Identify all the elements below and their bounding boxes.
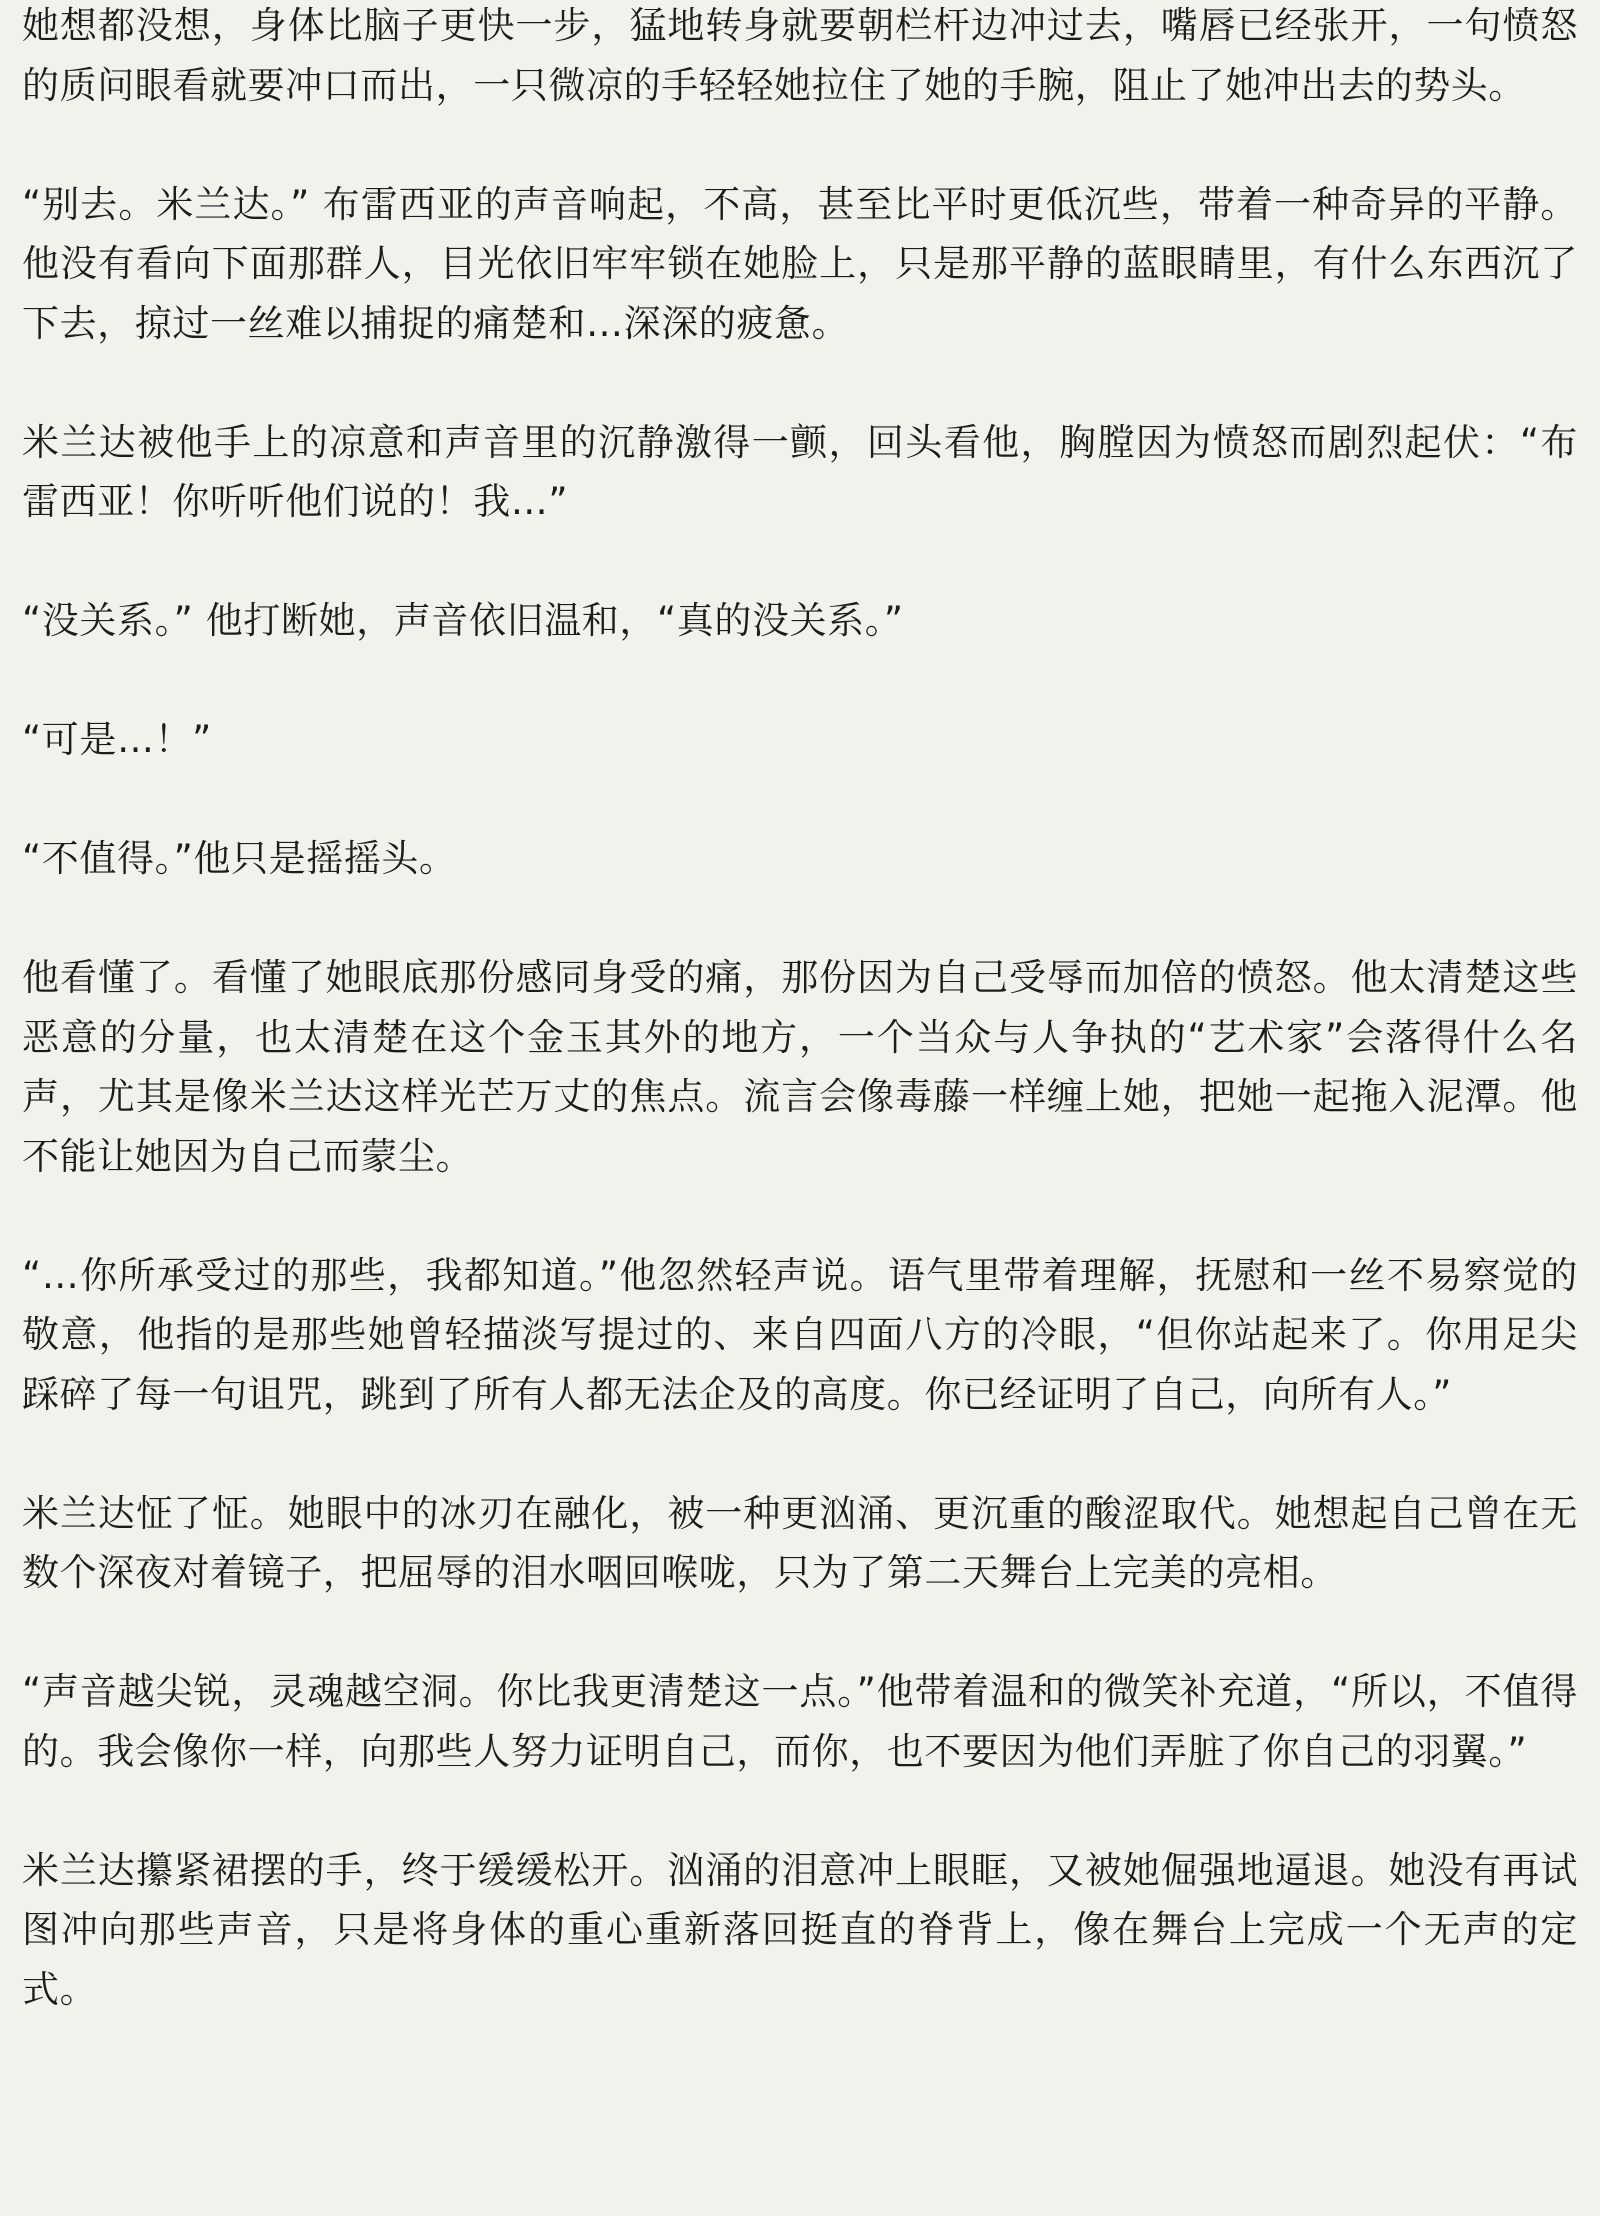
paragraph-1: 她想都没想，身体比脑子更快一步，猛地转身就要朝栏杆边冲过去，嘴唇已经张开，一句愤怒的质问眼看就要冲口而出，一只微凉的手轻轻她拉住了她的手腕，阻止了她冲出去的势头。 [22, 4, 1578, 107]
paragraph-8: “…你所承受过的那些，我都知道。”他忽然轻声说。语气里带着理解，抚慰和一丝不易察觉的敬意，他指的是那些她曾轻描淡写提过的、来自四面八方的冷眼，“但你站起来了。你用足尖踩碎了每一句诅咒，跳到了所有人都无法企及的高度。你已经证明了自己，向所有人。” [22, 1253, 1578, 1416]
paragraph-2: “别去。米兰达。” 布雷西亚的声音响起，不高，甚至比平时更低沉些，带着一种奇异的平静。他没有看向下面那群人，目光依旧牢牢锁在她脸上，只是那平静的蓝眼睛里，有什么东西沉了下去，掠过一丝难以捕捉的痛楚和…深深的疲惫。 [22, 182, 1578, 345]
paragraph-3: 米兰达被他手上的凉意和声音里的沉静激得一颤，回头看他，胸膛因为愤怒而剧烈起伏：“布雷西亚！你听听他们说的！我…” [22, 420, 1578, 523]
paragraph-7: 他看懂了。看懂了她眼底那份感同身受的痛，那份因为自己受辱而加倍的愤怒。他太清楚这些恶意的分量，也太清楚在这个金玉其外的地方，一个当众与人争执的“艺术家”会落得什么名声，尤其是像米兰达这样光芒万丈的焦点。流言会像毒藤一样缠上她，把她一起拖入泥潭。他不能让她因为自己而蒙尘。 [22, 956, 1578, 1178]
paragraph-4: “没关系。” 他打断她，声音依旧温和，“真的没关系。” [22, 599, 904, 642]
paragraph-10: “声音越尖锐，灵魂越空洞。你比我更清楚这一点。”他带着温和的微笑补充道，“所以，不值得的。我会像你一样，向那些人努力证明自己，而你，也不要因为他们弄脏了你自己的羽翼。” [22, 1670, 1578, 1773]
paragraph-11: 米兰达攥紧裙摆的手，终于缓缓松开。汹涌的泪意冲上眼眶，又被她倔强地逼退。她没有再试图冲向那些声音，只是将身体的重心重新落回挺直的脊背上，像在舞台上完成一个无声的定式。 [22, 1848, 1578, 2011]
paragraph-6: “不值得。”他只是摇摇头。 [22, 837, 457, 880]
paragraph-9: 米兰达怔了怔。她眼中的冰刃在融化，被一种更汹涌、更沉重的酸涩取代。她想起自己曾在无数个深夜对着镜子，把屈辱的泪水咽回喉咙，只为了第二天舞台上完美的亮相。 [22, 1491, 1578, 1594]
paragraph-5: “可是…！” [22, 718, 212, 761]
